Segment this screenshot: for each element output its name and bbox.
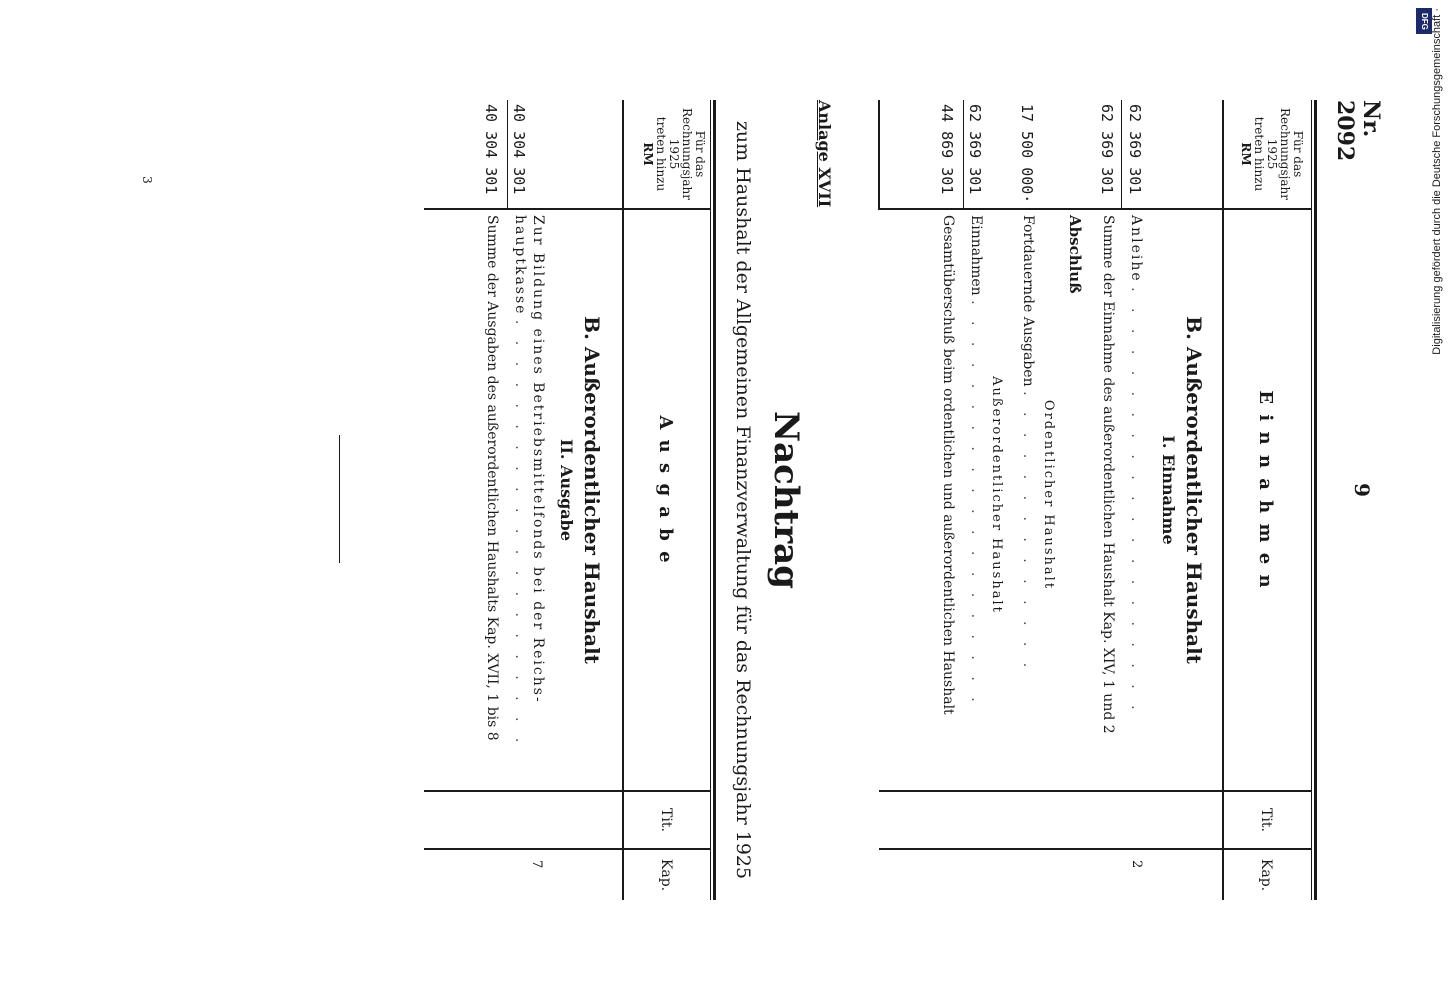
amount-header-currency: RM — [1239, 142, 1253, 166]
amount-header-line4: treten hinzu — [654, 116, 668, 192]
table1-kap-header: Kap. — [1258, 858, 1274, 892]
table1-ausserord-haushalt: Außerordentlicher Haushalt — [989, 376, 1004, 614]
table1-row-einnahmen-amount: 62 369 301 — [966, 104, 984, 195]
table2-main-header: A u s g a b e — [655, 415, 676, 565]
dfg-credit-text: Digitalisierung gefördert durch die Deutsche Forschungsgemeinschaft · — [1431, 8, 1443, 355]
amount-header-line4: treten hinzu — [1252, 116, 1266, 192]
dfg-logo: DFG — [1416, 8, 1432, 34]
table1-row-anleihe: Anleihe . . . . . . . . . . . . . . . . . . . . . — [1128, 215, 1144, 716]
table1-row-fortdauernde: Fortdauernde Ausgaben . . . . . . . . . . . . . . — [1020, 215, 1036, 674]
table1-tit-col-divider — [879, 790, 1312, 792]
table2-header-rule — [622, 100, 624, 900]
table1-row-gesamt-amount: 44 869 301 — [938, 104, 956, 195]
footer-page-number: 3 — [140, 176, 154, 184]
row-label: Einnahmen — [968, 215, 984, 296]
nachtrag-subtitle: zum Haushalt der Allgemeinen Finanzverwaltung für das Rechnungsjahr 1925 — [732, 120, 754, 880]
doc-number: Nr. 2092 — [1332, 100, 1384, 162]
table2-tit-header: Tit. — [658, 808, 674, 832]
amount-header-line1: Für das — [1291, 130, 1305, 178]
table2-kap-header: Kap. — [658, 858, 674, 892]
table1-amount-col-divider — [879, 208, 1312, 210]
table1-top-rule — [1314, 100, 1317, 900]
table2-row2: Summe der Ausgaben des außerordentlichen Haushalts Kap. XVII, 1 bis 8 — [484, 215, 500, 741]
table2-tit-col-divider — [424, 790, 711, 792]
table2-section-sub: II. Ausgabe — [557, 438, 576, 542]
amount-header-line3: 1925 — [1265, 138, 1279, 170]
table1-row-einnahmen: Einnahmen . . . . . . . . . . . . . . . . . . . . — [968, 215, 984, 708]
table2-top-rule-thin — [710, 100, 711, 900]
amount-header-line1: Für das — [693, 130, 707, 178]
table2-row1-line1: Zur Bildung eines Betriebsmittelfonds bei der Reichs- — [530, 215, 546, 704]
table1-row-gesamt: Gesamtüberschuß beim ordentlichen und außerordentlichen Haushalt — [940, 215, 956, 715]
table1-ord-haushalt: Ordentlicher Haushalt — [1041, 399, 1056, 591]
table2-amount-header — [641, 104, 706, 204]
table1-abschluss: Abschluß — [1066, 215, 1084, 294]
table1-row-fortdauernde-amount: 17 500 000· — [1018, 104, 1036, 204]
amount-header-line2: Rechnungsjahr — [1278, 108, 1292, 200]
row-label: hauptkasse — [512, 215, 528, 316]
table1-row-summe: Summe der Einnahme des außerordentlichen Haushalt Kap. XIV, 1 und 2 — [1100, 215, 1116, 734]
table1-amount-header — [1239, 104, 1304, 204]
table1-section-sub: I. Einnahme — [1159, 435, 1178, 545]
anlage-label: Anlage XVII — [815, 100, 834, 208]
table2-row2-amount: 40 304 301 — [482, 104, 500, 195]
table1-main-header: E i n n a h m e n — [1255, 390, 1276, 590]
table2-top-rule — [713, 100, 716, 900]
table2-kap-value: 7 — [529, 860, 544, 869]
table2-row1-amount: 40 304 301 — [510, 104, 528, 195]
table1-row-summe-amount: 62 369 301 — [1098, 104, 1116, 195]
amount-header-line2: Rechnungsjahr — [680, 108, 694, 200]
table1-tit-header: Tit. — [1258, 808, 1274, 832]
divider-rule — [339, 435, 340, 563]
dfg-credit-strip — [1413, 8, 1443, 398]
row-label: Anleihe — [1128, 215, 1144, 283]
table2-subtotal-rule — [507, 100, 508, 210]
table2-amount-col-divider — [424, 208, 711, 210]
table2-row1-line2: hauptkasse . . . . . . . . . . . . . . . . . . . . . — [512, 215, 528, 749]
amount-header-line3: 1925 — [667, 138, 681, 170]
page-number: 9 — [1350, 483, 1374, 497]
amount-header-currency: RM — [641, 142, 655, 166]
table1-subtotal-rule — [1121, 100, 1122, 210]
table1-bottom-rule — [878, 100, 880, 210]
table1-top-rule-thin — [1311, 100, 1312, 900]
table1-gesamt-rule — [963, 100, 964, 210]
nachtrag-title: Nachtrag — [766, 411, 806, 589]
table1-section-title: B. Außerordentlicher Haushalt — [1182, 316, 1206, 664]
table1-header-rule — [1222, 100, 1224, 900]
row-label: Fortdauernde Ausgaben — [1020, 215, 1036, 387]
table1-kap-col-divider — [879, 848, 1312, 850]
table1-kap-value: 2 — [1129, 860, 1144, 869]
table1-row-anleihe-amount: 62 369 301 — [1126, 104, 1144, 195]
table2-section-title: B. Außerordentlicher Haushalt — [580, 316, 604, 664]
